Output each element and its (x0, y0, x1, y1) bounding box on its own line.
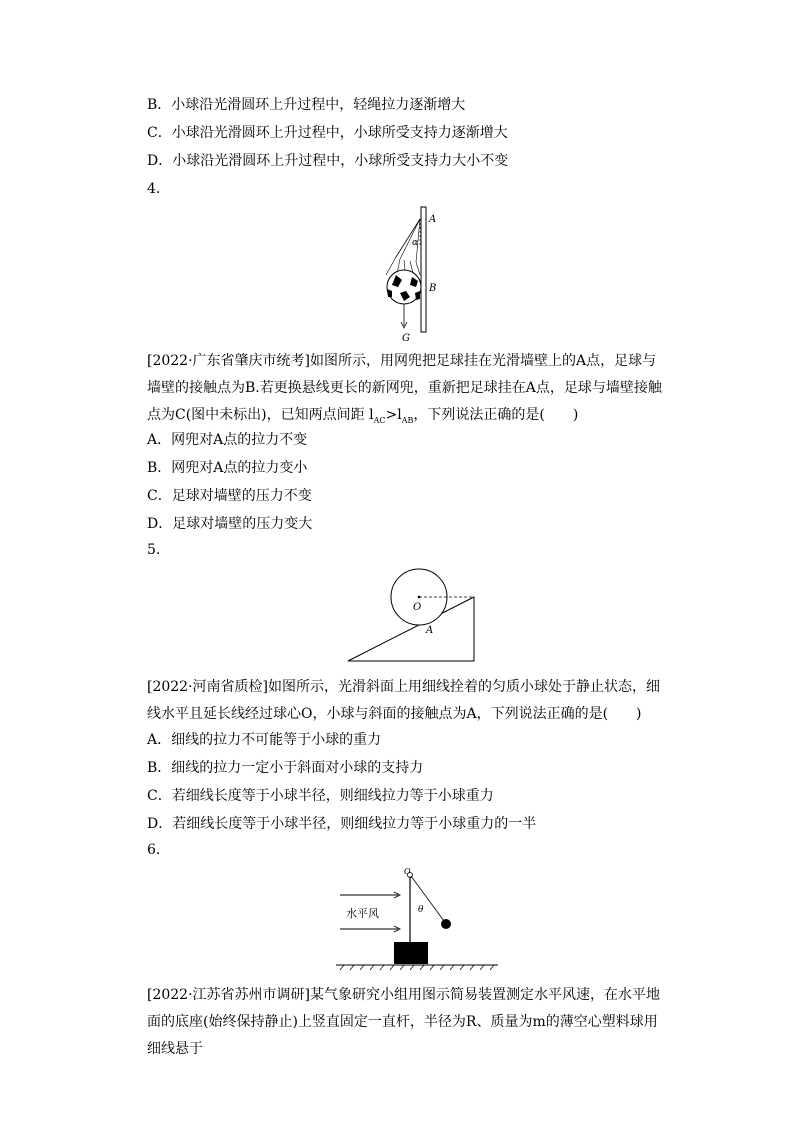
q3-option-d: D．小球沿光滑圆环上升过程中，小球所受支持力大小不变 (147, 153, 509, 169)
q4-option-b: B．网兜对A点的拉力变小 (147, 460, 308, 476)
q4-sub-ab: AB (401, 415, 414, 425)
q5-option-c: C．若细线长度等于小球半径，则细线拉力等于小球重力 (147, 788, 494, 804)
q4-option-c: C．足球对墙壁的压力不变 (147, 488, 312, 504)
ball-shape (441, 919, 451, 929)
label-g: G (402, 333, 410, 344)
q4-stem-end: ，下列说法正确的是( ) (413, 407, 579, 423)
label-alpha: α (412, 238, 419, 248)
q5-option-a: A．细线的拉力不可能等于小球的重力 (147, 732, 382, 748)
q6-number: 6. (147, 842, 161, 858)
q4-soccer-ball-figure (370, 205, 450, 345)
q4-stem-gt: >l (385, 407, 402, 423)
q3-option-b: B．小球沿光滑圆环上升过程中，轻绳拉力逐渐增大 (147, 97, 466, 113)
q5-incline-figure (340, 565, 480, 665)
q6-stem: [2022·江苏省苏州市调研]某气象研究小组用图示简易装置测定水平风速，在水平地面的底座(始终保持静止)上竖直固定一直杆，半径为R、质量为m的薄空心塑料球用细线悬于 (147, 987, 661, 1057)
label-a: A (429, 214, 437, 225)
q5-number: 5. (147, 542, 161, 558)
q4-stem-text: [2022·广东省肇庆市统考]如图所示，用网兜把足球挂在光滑墙壁上的A点，足球与墙壁的接触点为B.若更换悬线更长的新网兜，重新把足球挂在A点，足球与墙壁接触点为C(图中未标出)，已知两点间距 l (147, 353, 662, 423)
q4-stem (147, 348, 667, 434)
q5-option-b: B．细线的拉力一定小于斜面对小球的支持力 (147, 760, 424, 776)
label-a: A (426, 625, 434, 636)
q4-option-d: D．足球对墙壁的压力变大 (147, 516, 313, 532)
q4-option-a: A．网兜对A点的拉力不变 (147, 432, 308, 448)
q6-wind-figure (334, 866, 504, 972)
string-line (411, 876, 444, 921)
q3-option-c: C．小球沿光滑圆环上升过程中，小球所受支持力逐渐增大 (147, 125, 508, 141)
q4-sub-ac: AC (373, 415, 386, 425)
q5-option-d: D．若细线长度等于小球半径，则细线拉力等于小球重力的一半 (147, 816, 537, 832)
label-b: B (429, 283, 437, 294)
q5-stem: [2022·河南省质检]如图所示，光滑斜面上用细线拴着的匀质小球处于静止状态，细线水平且延长线经过球心O，小球与斜面的接触点为A，下列说法正确的是( ) (147, 679, 661, 722)
label-o: O (404, 867, 411, 876)
q4-number: 4. (147, 181, 161, 197)
wall-shape (421, 207, 426, 332)
label-theta: θ (418, 905, 424, 915)
label-wind: 水平风 (346, 907, 379, 920)
base-shape (394, 942, 428, 964)
label-o: O (413, 602, 422, 613)
